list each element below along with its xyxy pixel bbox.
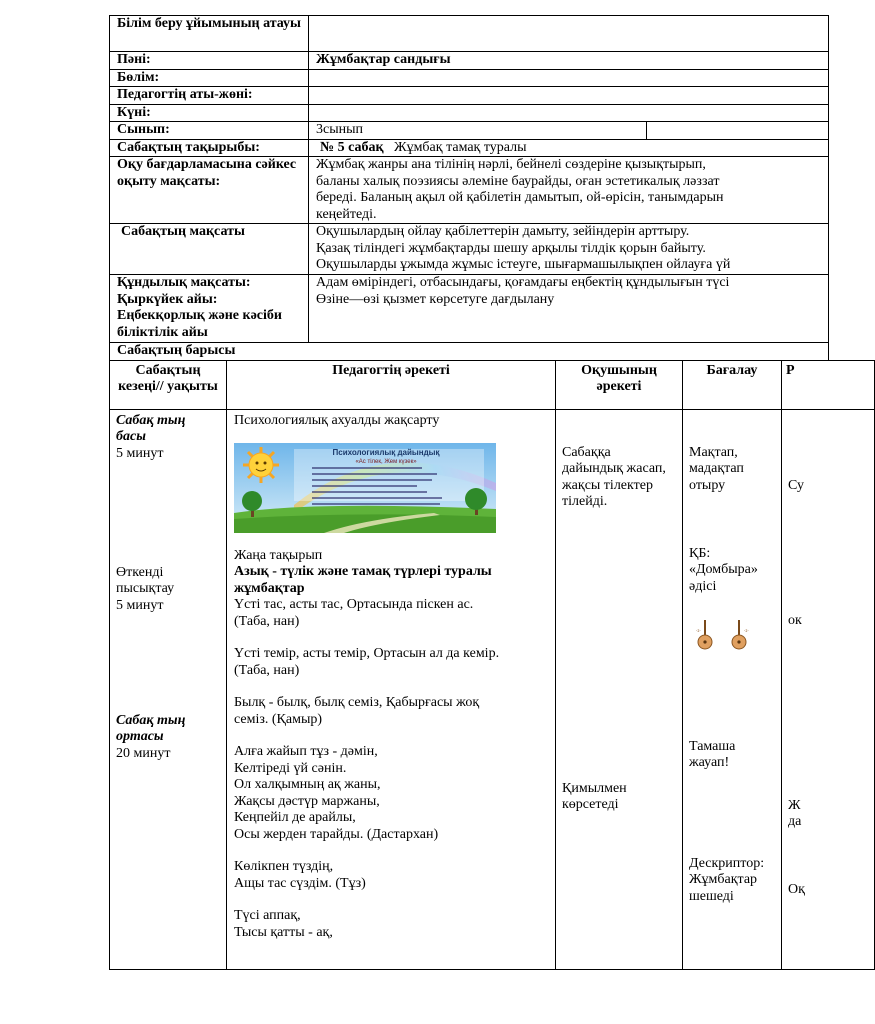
riddle-line: Үсті тас, асты тас, Ортасында піскен ас. [234,597,474,612]
lesson-plan-document [109,15,805,952]
values-value [309,275,829,343]
riddle-line: Ол халқымның ақ жаны, [234,777,381,792]
riddle-line: Көлікпен түздің, [234,859,334,874]
aim-label: Сабақтың мақсаты [110,224,309,275]
riddle-2 [234,646,544,679]
assessment-2: ҚБ: «Домбыра» әдісі [689,545,758,594]
stage-middle-time: 20 минут [116,745,171,761]
stage-middle-title: Сабақ тың ортасы [116,712,186,744]
teacher-cell [227,409,556,969]
riddle-line: (Таба, нан) [234,613,300,629]
goals-line: береді. Баланың ақыл ой қабілетін дамытып, ой-өрісін, танымдарын [316,190,724,205]
riddle-line: Келтіреді үй сәнін. [234,760,347,776]
riddle-6 [234,908,544,941]
dombyra-icon [695,618,755,650]
resource-3: Ж да [788,797,802,829]
section-label: Бөлім: [110,69,309,87]
psych-text: Психологиялық ахуалды жақсарту [234,412,440,428]
aim-line: Қазақ тіліндегі жұмбақтарды шешу арқылы тілдік қорын байыту. [316,240,706,256]
riddle-heading: Азық - түлік және тамақ түрлері туралы жұмбақтар [234,564,492,596]
resource-4: Оқ [788,881,805,897]
student-action-1: Сабаққа дайындық жасап, жақсы тілектер тілейді. [562,444,666,509]
org-label: Білім беру ұйымының атауы [110,16,309,52]
goals-label: Оқу бағдарламасына сәйкес оқыту мақсаты: [110,157,309,224]
svg-text:-2-: -2- [744,627,749,633]
riddle-line: Жақсы дәстүр маржаны, [234,793,380,809]
topic-label: Сабақтың тақырыбы: [110,139,309,157]
riddle-4 [234,744,544,843]
poster-title: Психологиялық дайындық [332,447,440,457]
riddle-line: Тысы қатты - ақ, [234,924,333,940]
column-header-stage: Сабақтың кезеңі// уақыты [110,360,227,409]
column-header-resources: Р [782,360,875,409]
assessment-cell [683,409,782,969]
svg-text:-2-: -2- [696,627,701,633]
teacher-label: Педагогтің аты-жөні: [110,87,309,105]
riddle-line: Алға жайып тұз - дәмін, [234,744,378,759]
riddle-5 [234,859,544,892]
column-header-student: Оқушының әрекеті [556,360,683,409]
column-header-assessment: Бағалау [683,360,782,409]
values-label [110,275,309,343]
topic-value-cell [309,139,829,157]
subject-label: Пәні: [110,52,309,70]
aim-line: Оқушылардың ойлау қабілеттерін дамыту, зейіндерін арттыру. [316,224,690,239]
date-value [309,104,829,122]
goals-line: Жұмбақ жанры ана тілінің нәрлі, бейнелі сөздеріне қызықтырып, [316,157,706,172]
assessment-4: Дескриптор: Жұмбақтар шешеді [689,855,765,904]
student-action-2: Қимылмен көрсетеді [562,780,627,812]
assessment-1: Мақтап, мадақтап отыру [689,444,744,493]
riddle-line: Былқ - былқ, былқ семіз, Қабырғасы жоқ [234,695,480,710]
poster-subtitle: «Ас тілек, Жем күзек» [355,458,417,465]
stage-review-title: Өткенді пысықтау [116,564,175,596]
stage-begin-title: Сабақ тың басы [116,412,186,444]
aim-line: Оқушыларды ұжымда жұмыс істеуге, шығармашылықпен ойлауға үй [316,257,731,272]
values-line: Адам өміріндегі, отбасындағы, қоғамдағы еңбектің құндылығын түсі [316,275,730,290]
riddle-1 [234,597,544,630]
topic-value: Жұмбақ тамақ туралы [394,139,527,155]
subject-value: Жұмбақтар сандығы [309,52,829,70]
header-table [109,15,829,361]
org-value [309,16,829,52]
date-label: Күні: [110,104,309,122]
stage-begin-time: 5 минут [116,445,164,461]
progress-label: Сабақтың барысы [110,343,829,361]
new-topic-label: Жаңа тақырып [234,547,323,563]
psychological-poster-image [234,443,496,533]
lesson-table [109,360,875,970]
riddle-line: Үсті темір, асты темір, Ортасын ал да кемір. [234,646,500,661]
values-label-line: Қыркүйек айы: [117,291,218,307]
resource-1: Су [788,477,804,493]
riddle-line: Осы жерден тарайды. (Дастархан) [234,826,439,842]
riddle-line: Кеңпейіл де арайлы, [234,810,356,825]
class-label: Сынып: [110,122,309,140]
values-label-line: Еңбекқорлық және кәсіби біліктілік айы [117,308,282,340]
teacher-value [309,87,829,105]
topic-number: № 5 сабақ [320,139,384,155]
riddle-3 [234,695,544,728]
goals-value [309,157,829,224]
resource-2: ок [788,612,802,628]
student-cell [556,409,683,969]
class-value: 3сынып [309,122,647,139]
stage-cell [110,409,227,969]
goals-line: баланы халық поэзиясы әлеміне баурайды, оған эстетикалық ләззат [316,173,720,189]
values-line: Өзіне—өзі қызмет көрсетуге дағдылану [316,291,555,307]
values-label-line: Құндылық мақсаты: [117,275,251,290]
class-value-cell [309,122,829,140]
riddle-line: (Таба, нан) [234,662,300,678]
stage-review-time: 5 минут [116,597,164,613]
section-value [309,69,829,87]
riddle-line: Ащы тас сүздім. (Тұз) [234,875,366,891]
goals-line: кеңейтеді. [316,206,377,222]
sun-icon [243,447,279,483]
aim-value [309,224,829,275]
resources-cell [782,409,875,969]
riddle-line: Түсі аппақ, [234,908,301,923]
riddle-line: семіз. (Қамыр) [234,711,323,727]
assessment-3: Тамаша жауап! [689,738,736,770]
column-header-teacher: Педагогтің әрекеті [227,360,556,409]
